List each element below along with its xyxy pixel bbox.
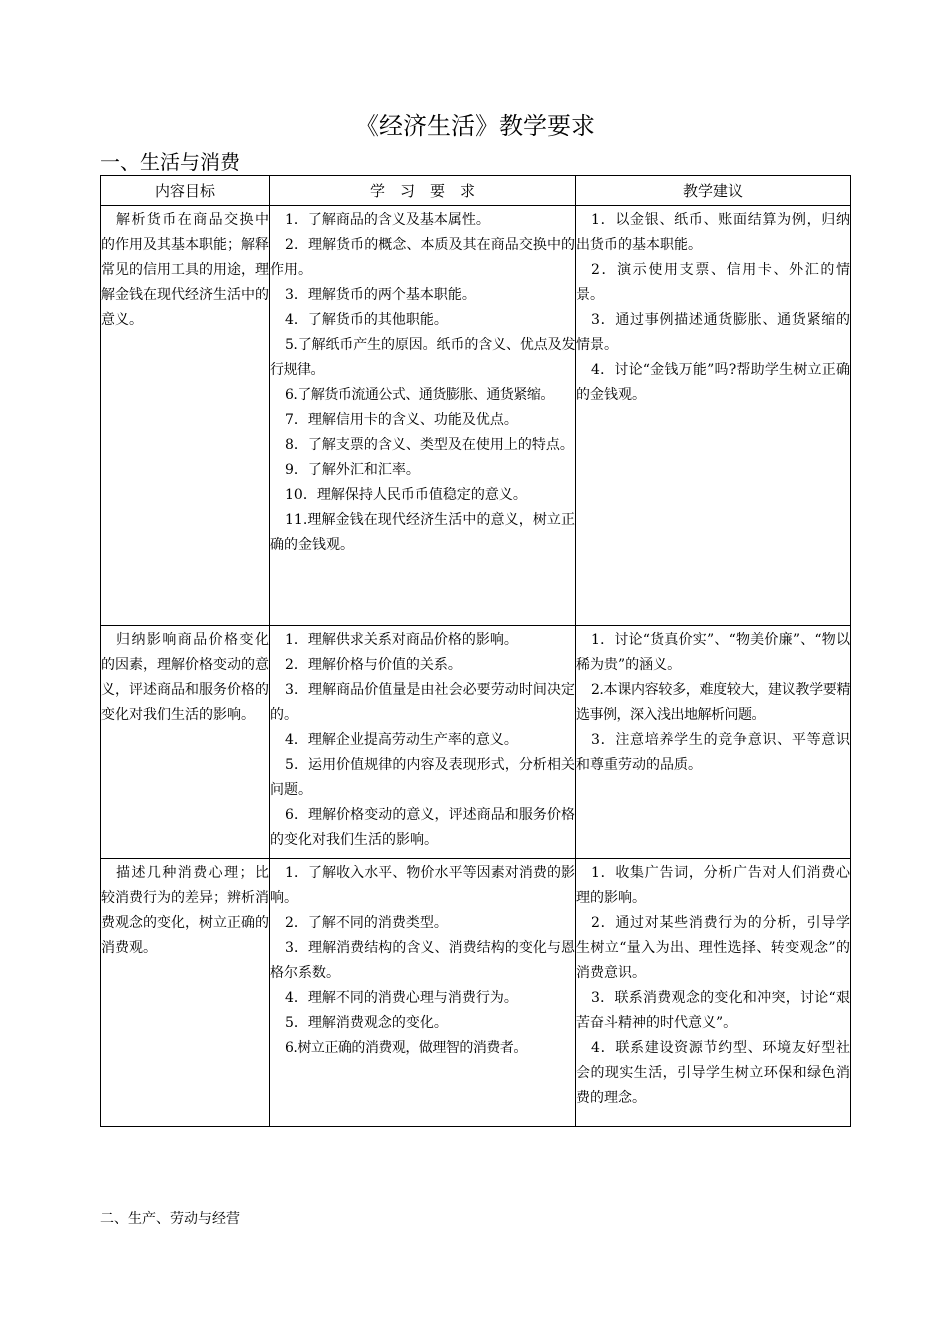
suggestion-item: 4．联系建设资源节约型、环境友好型社会的现实生活，引导学生树立环保和绿色消费的理念。: [576, 1040, 850, 1106]
suggestions-cell: [576, 206, 851, 626]
requirement-item: 9．了解外汇和汇率。: [285, 462, 420, 478]
suggestions-cell: [576, 626, 851, 859]
goal-cell: [101, 859, 270, 1127]
requirement-item: 3．理解商品价值量是由社会必要劳动时间决定的。: [270, 682, 575, 723]
requirement-item: 2．理解价格与价值的关系。: [285, 657, 462, 673]
suggestion-item: 1．讨论“货真价实”、“物美价廉”、“物以稀为贵”的涵义。: [576, 632, 850, 673]
suggestion-item: 2．通过对某些消费行为的分析，引导学生树立“量入为出、理性选择、转变观念”的消费意识。: [576, 915, 850, 981]
requirement-item: 6．理解价格变动的意义，评述商品和服务价格的变化对我们生活的影响。: [270, 807, 575, 848]
requirements-cell: [270, 206, 576, 626]
requirement-item: 5.了解纸币产生的原因。纸币的含义、优点及发行规律。: [270, 337, 575, 378]
table-row: [101, 206, 851, 626]
goal-text: 归纳影响商品价格变化的因素，理解价格变动的意义，评述商品和服务价格的变化对我们生活的影响。: [101, 632, 269, 723]
section-heading-1: 一、生活与消费: [100, 150, 240, 174]
requirement-item: 6.树立正确的消费观，做理智的消费者。: [285, 1040, 527, 1056]
suggestion-item: 1．以金银、纸币、账面结算为例，归纳出货币的基本职能。: [576, 212, 850, 253]
suggestion-item: 3．联系消费观念的变化和冲突，讨论“艰苦奋斗精神的时代意义”。: [576, 990, 850, 1031]
goal-cell: [101, 206, 270, 626]
table-row: [101, 859, 851, 1127]
document-title: 《经济生活》教学要求: [355, 112, 595, 140]
requirement-item: 2．了解不同的消费类型。: [285, 915, 448, 931]
goal-cell: [101, 626, 270, 859]
requirement-item: 1．理解供求关系对商品价格的影响。: [285, 632, 518, 648]
requirements-cell: [270, 626, 576, 859]
suggestion-item: 2．演示使用支票、信用卡、外汇的情景。: [576, 262, 850, 303]
suggestion-item: 3．通过事例描述通货膨胀、通货紧缩的情景。: [576, 312, 850, 353]
goal-text: 解析货币在商品交换中的作用及其基本职能；解释常见的信用工具的用途，理解金钱在现代经济生活中的意义。: [101, 212, 269, 328]
suggestion-item: 3．注意培养学生的竞争意识、平等意识和尊重劳动的品质。: [576, 732, 850, 773]
requirement-item: 4．了解货币的其他职能。: [285, 312, 448, 328]
goal-text: 描述几种消费心理；比较消费行为的差异；辨析消费观念的变化，树立正确的消费观。: [101, 865, 269, 956]
requirement-item: 10．理解保持人民币币值稳定的意义。: [285, 487, 527, 503]
requirement-item: 2．理解货币的概念、本质及其在商品交换中的作用。: [270, 237, 575, 278]
requirement-item: 11.理解金钱在现代经济生活中的意义，树立正确的金钱观。: [270, 512, 575, 553]
requirements-table: [100, 175, 851, 1127]
requirement-item: 7．理解信用卡的含义、功能及优点。: [285, 412, 518, 428]
table-row: [101, 626, 851, 859]
section-heading-2: 二、生产、劳动与经营: [100, 1211, 240, 1227]
requirement-item: 6.了解货币流通公式、通货膨胀、通货紧缩。: [285, 387, 554, 403]
suggestion-item: 4．讨论“金钱万能”吗?帮助学生树立正确的金钱观。: [576, 362, 850, 403]
requirement-item: 5．理解消费观念的变化。: [285, 1015, 448, 1031]
requirement-item: 4．理解企业提高劳动生产率的意义。: [285, 732, 518, 748]
requirement-item: 4．理解不同的消费心理与消费行为。: [285, 990, 518, 1006]
header-content-goal: 内容目标: [101, 176, 270, 206]
requirement-item: 8．了解支票的含义、类型及在使用上的特点。: [285, 437, 574, 453]
suggestion-item: 1．收集广告词，分析广告对人们消费心理的影响。: [576, 865, 850, 906]
suggestions-cell: [576, 859, 851, 1127]
header-learning-requirements: 学 习 要 求: [270, 176, 576, 206]
requirement-item: 5．运用价值规律的内容及表现形式，分析相关问题。: [270, 757, 575, 798]
requirement-item: 1．了解商品的含义及基本属性。: [285, 212, 490, 228]
requirement-item: 1．了解收入水平、物价水平等因素对消费的影响。: [270, 865, 575, 906]
table-header-row: [101, 176, 851, 206]
requirements-cell: [270, 859, 576, 1127]
requirement-item: 3．理解消费结构的含义、消费结构的变化与恩格尔系数。: [270, 940, 575, 981]
suggestion-item: 2.本课内容较多，难度较大，建议教学要精选事例，深入浅出地解析问题。: [576, 682, 850, 723]
requirement-item: 3．理解货币的两个基本职能。: [285, 287, 476, 303]
header-teaching-suggestions: 教学建议: [576, 176, 851, 206]
